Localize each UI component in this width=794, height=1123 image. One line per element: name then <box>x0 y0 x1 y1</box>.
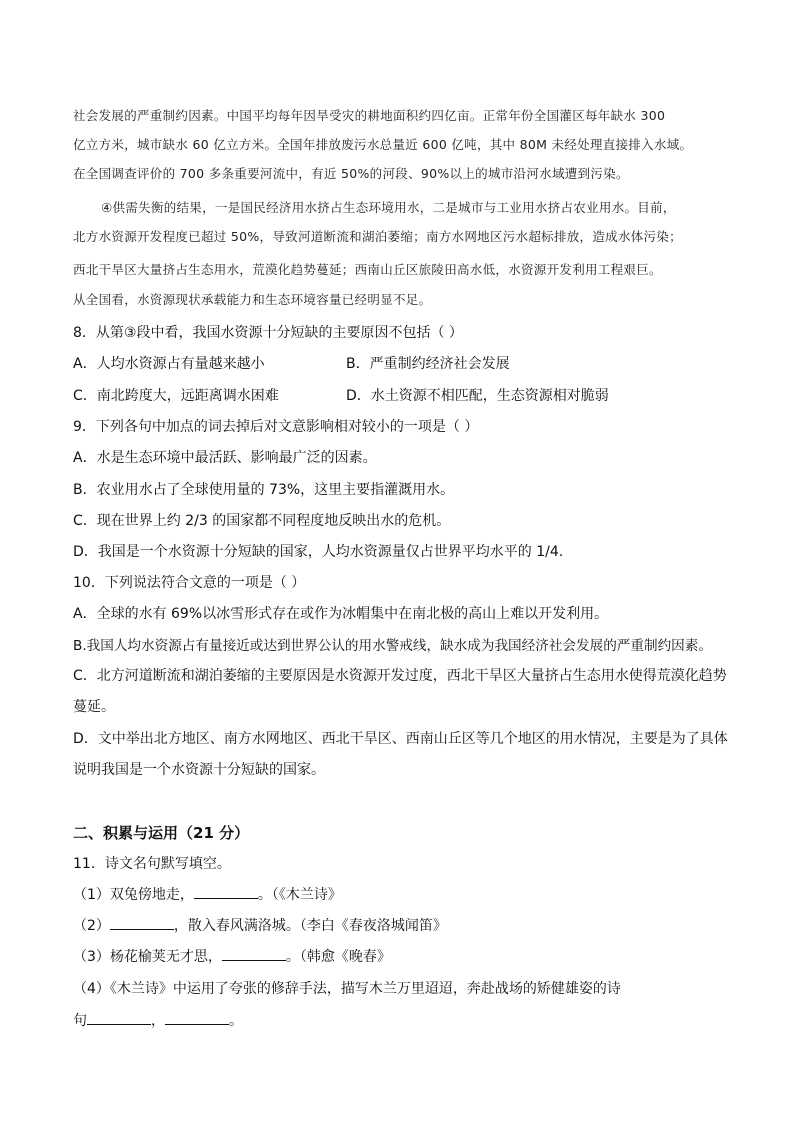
question-10-option-c-cont: 蔓延。 <box>73 699 115 715</box>
question-9-stem: 9．下列各句中加点的词去掉后对文意影响相对较小的一项是（ ） <box>73 419 479 435</box>
q11-1-suffix: 。（《木兰诗》 <box>257 887 342 903</box>
q11-4-separator: ， <box>151 1013 165 1029</box>
q11-4-blank-1[interactable] <box>87 1010 151 1025</box>
q11-1-prefix: （1）双兔傍地走， <box>73 887 194 903</box>
passage-line-6: 西北干旱区大量挤占生态用水，荒漠化趋势蔓延；西南山丘区旅陵田高水低，水资源开发利用工程艰巨。 <box>73 262 662 277</box>
question-10-option-b[interactable]: B.我国人均水资源占有量接近或达到世界公认的用水警戒线，缺水成为我国经济社会发展的严重制约因素。 <box>73 638 712 654</box>
q11-1-blank[interactable] <box>194 884 258 899</box>
question-10-option-c[interactable]: C．北方河道断流和湖泊萎缩的主要原因是水资源开发过度，西北干旱区大量挤占生态用水使得荒漠化趋势 <box>73 668 727 684</box>
question-8-option-a[interactable]: A．人均水资源占有量越来越小 <box>73 356 265 372</box>
question-8-option-b[interactable]: B．严重制约经济社会发展 <box>346 356 510 372</box>
question-10-option-d[interactable]: D．文中举出北方地区、南方水网地区、西北干旱区、西南山丘区等几个地区的用水情况，主要是为了具体 <box>73 731 728 747</box>
passage-line-7: 从全国看，水资源现状承载能力和生态环境容量已经明显不足。 <box>73 292 432 307</box>
q11-2-suffix: ，散入春风满洛城。（李白《春夜洛城闻笛》 <box>173 918 447 934</box>
q11-3-blank[interactable] <box>222 946 286 961</box>
passage-line-3: 在全国调查评价的 700 多条重要河流中，有近 50%的河段、90%以上的城市沿河水域遭到污染。 <box>73 166 629 181</box>
question-11-stem: 11．诗文名句默写填空。 <box>73 856 231 872</box>
question-10-stem: 10．下列说法符合文意的一项是（ ） <box>73 575 306 591</box>
question-9-option-a[interactable]: A．水是生态环境中最活跃、影响最广泛的因素。 <box>73 450 377 466</box>
passage-line-4: ④供需失衡的结果，一是国民经济用水挤占生态环境用水，二是城市与工业用水挤占农业用水。目前， <box>101 200 676 215</box>
question-10-option-a[interactable]: A．全球的水有 69%以冰雪形式存在或作为冰帽集中在南北极的高山上难以开发利用。 <box>73 606 609 622</box>
passage-line-5: 北方水资源开发程度已超过 50%，导致河道断流和湖泊萎缩；南方水网地区污水超标排放，造成水体污染； <box>73 229 682 244</box>
question-9-option-c[interactable]: C．现在世界上约 2/3 的国家都不同程度地反映出水的危机。 <box>73 513 451 529</box>
question-8-stem: 8．从第③段中看，我国水资源十分短缺的主要原因不包括（ ） <box>73 325 463 341</box>
q11-2-blank[interactable] <box>110 915 174 930</box>
question-11-item-1 <box>73 884 342 904</box>
question-10-option-d-cont: 说明我国是一个水资源十分短缺的国家。 <box>73 762 325 778</box>
q11-4-blank-2[interactable] <box>165 1010 229 1025</box>
q11-2-prefix: （2） <box>73 918 110 934</box>
question-8-option-c[interactable]: C．南北跨度大，远距离调水困难 <box>73 388 279 404</box>
question-9-option-b[interactable]: B．农业用水占了全球使用量的 73%，这里主要指灌溉用水。 <box>73 482 455 498</box>
question-8-option-d[interactable]: D．水土资源不相匹配，生态资源相对脆弱 <box>346 388 609 404</box>
passage-line-2: 亿立方米，城市缺水 60 亿立方米。全国年排放废污水总量近 600 亿吨，其中 80M 未经处理直接排入水域。 <box>73 137 693 152</box>
question-11-item-3 <box>73 946 391 966</box>
question-11-item-4-cont <box>73 1010 243 1030</box>
section-2-title: 二、积累与运用（21 分） <box>73 824 250 842</box>
q11-4-prefix: 句 <box>73 1013 87 1029</box>
q11-4-suffix: 。 <box>229 1013 243 1029</box>
q11-3-prefix: （3）杨花榆荚无才思， <box>73 949 222 965</box>
question-9-option-d[interactable]: D．我国是一个水资源十分短缺的国家，人均水资源量仅占世界平均水平的 1/4. <box>73 544 564 560</box>
question-11-item-2 <box>73 915 447 935</box>
question-11-item-4: （4）《木兰诗》中运用了夸张的修辞手法，描写木兰万里迢迢，奔赴战场的矫健雄姿的诗 <box>73 981 621 997</box>
passage-line-1: 社会发展的严重制约因素。中国平均每年因旱受灾的耕地面积约四亿亩。正常年份全国灌区每年缺水 300 <box>73 108 666 123</box>
q11-3-suffix: 。（韩愈《晚春》 <box>285 949 391 965</box>
